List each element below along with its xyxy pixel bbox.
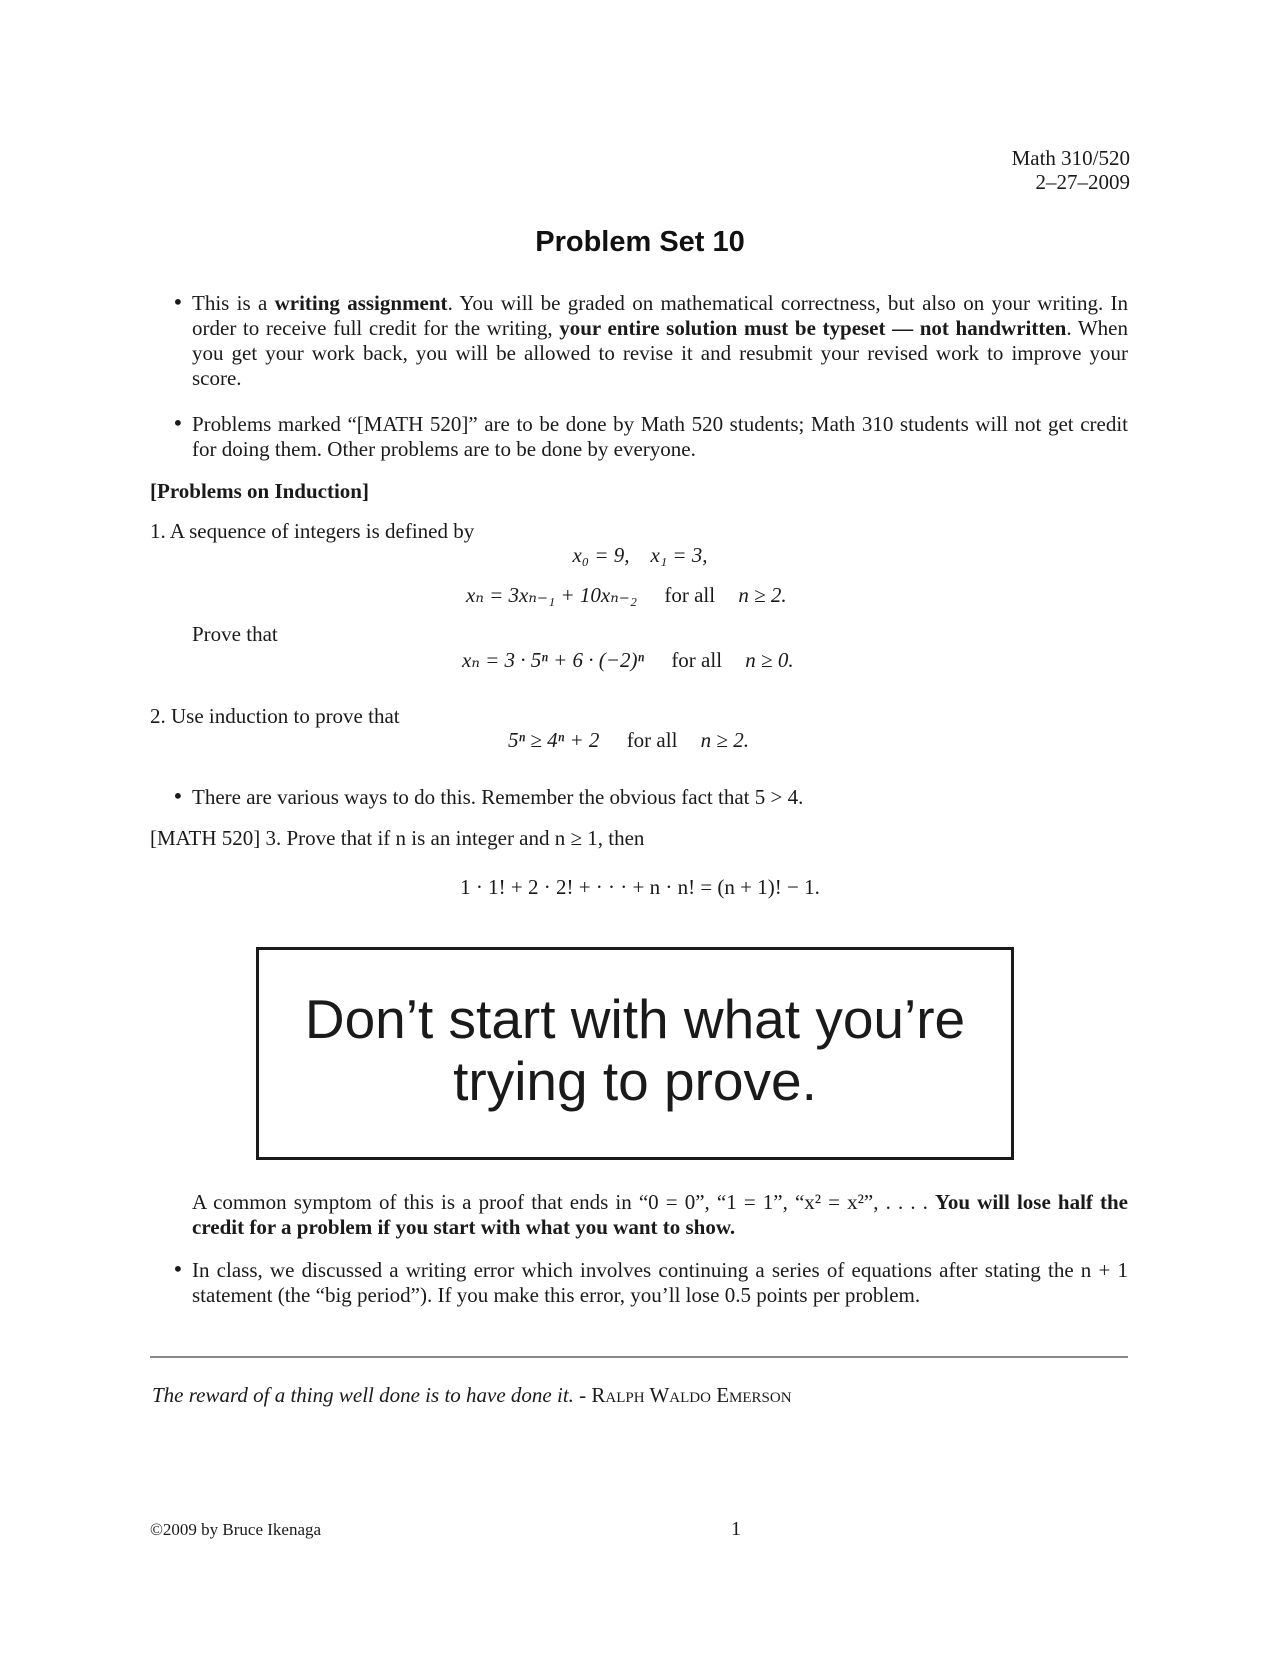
- callout-text: Don’t start with what you’re trying to prove.: [304, 988, 966, 1112]
- problem-1-lead: 1. A sequence of integers is defined by: [150, 519, 475, 543]
- section-heading: [Problems on Induction]: [150, 479, 369, 503]
- page-title: Problem Set 10: [535, 226, 745, 258]
- bullet-icon: •: [172, 411, 184, 435]
- problem-1-closed-form: xₙ = 3 · 5ⁿ + 6 · (−2)ⁿ for all n ≥ 0.: [462, 648, 794, 672]
- intro-bullet-1: This is a writing assignment. You will be graded on mathematical correctness, but also on your writing. In order to receive full credit for the writing, your entire solution must be typeset — not handwritten. When you get your work back, you will be allowed to revise it and resubmit your revised work to improve your score.: [192, 291, 1129, 390]
- bullet-icon: •: [172, 1257, 184, 1281]
- copyright: ©2009 by Bruce Ikenaga: [150, 1520, 322, 1539]
- class-note: In class, we discussed a writing error which involves continuing a series of equations after stating the n + 1 statement (the “big period”). If you make this error, you’ll lose 0.5 points per problem.: [192, 1258, 1128, 1307]
- quote: The reward of a thing well done is to have done it. - Ralph Waldo Emerson: [152, 1383, 792, 1407]
- problem-2-inequality: 5ⁿ ≥ 4ⁿ + 2 for all n ≥ 2.: [508, 728, 749, 752]
- problem-2-hint: There are various ways to do this. Remember the obvious fact that 5 > 4.: [192, 785, 804, 809]
- problem-1-recurrence: xₙ = 3xₙ₋₁ + 10xₙ₋₂ for all n ≥ 2.: [466, 583, 787, 607]
- date-label: 2–27–2009: [1035, 170, 1130, 194]
- page-number: 1: [731, 1518, 741, 1540]
- warning-text: A common symptom of this is a proof that ends in “0 = 0”, “1 = 1”, “x² = x²”, . . . . You will lose half the credit for a problem if you start with what you want to show.: [192, 1190, 1128, 1239]
- problem-1-initial-values: x₀ = 9, x₁ = 3,: [572, 543, 708, 567]
- problem-3-lead: [MATH 520] 3. Prove that if n is an integer and n ≥ 1, then: [150, 826, 645, 850]
- problem-2-lead: 2. Use induction to prove that: [150, 704, 400, 728]
- callout-box: [256, 947, 1014, 1160]
- bullet-icon: •: [172, 290, 184, 314]
- problem-1-prove-label: Prove that: [192, 622, 278, 646]
- bullet-icon: •: [172, 784, 184, 808]
- intro-bullet-2: Problems marked “[MATH 520]” are to be done by Math 520 students; Math 310 students will not get credit for doing them. Other problems are to be done by everyone.: [192, 412, 1128, 461]
- course-label: Math 310/520: [1011, 146, 1130, 170]
- divider: [150, 1356, 1128, 1358]
- problem-3-identity: 1 · 1! + 2 · 2! + · · · + n · n! = (n + 1)! − 1.: [460, 875, 820, 899]
